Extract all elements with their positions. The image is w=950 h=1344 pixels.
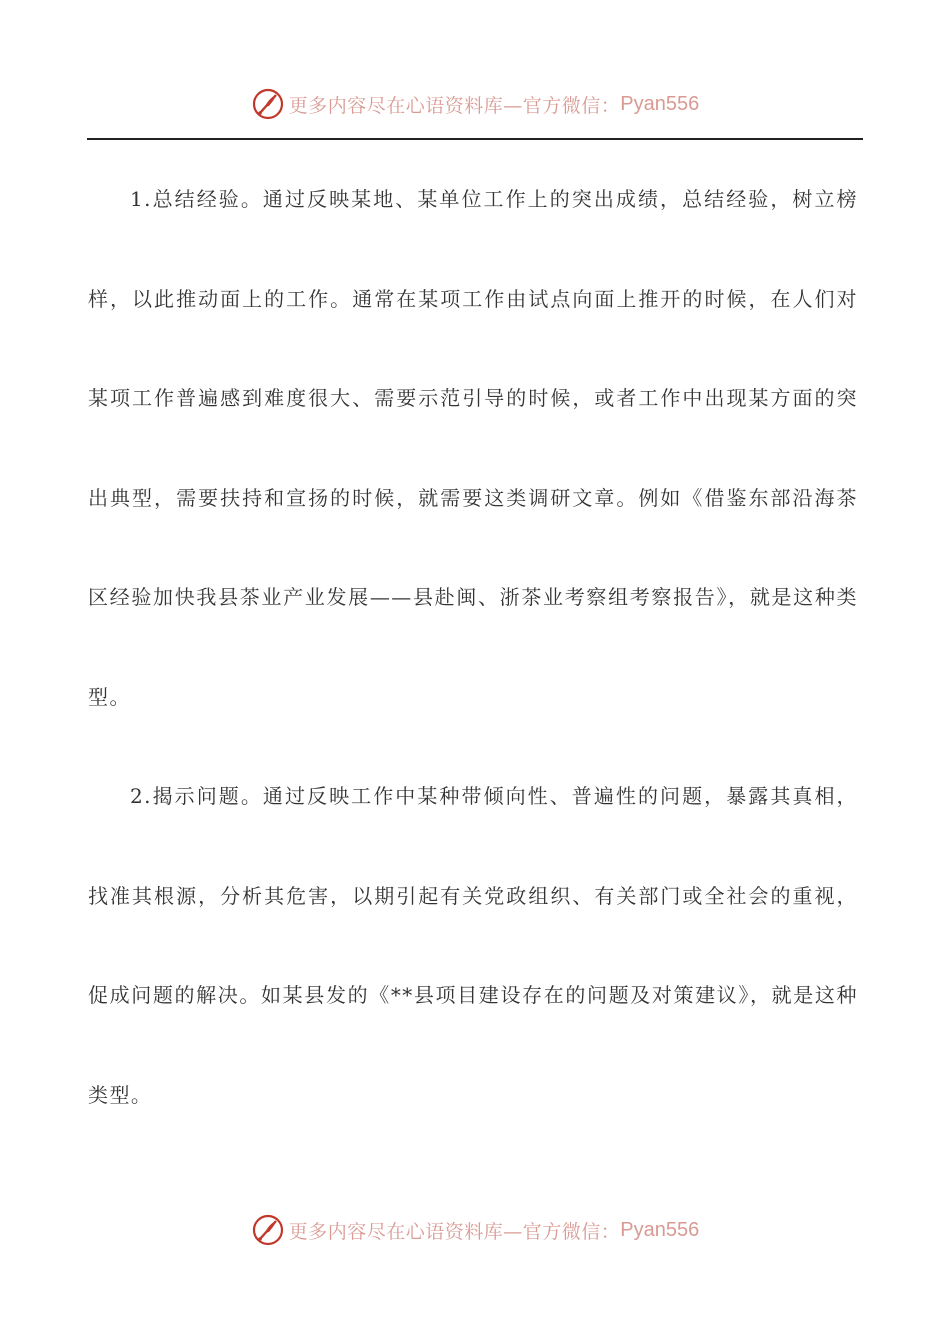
- wechat-id: Pyan556: [620, 1218, 700, 1241]
- quill-logo-icon: [251, 87, 285, 121]
- paragraph-issues: 2.揭示问题。通过反映工作中某种带倾向性、普遍性的问题，暴露其真相，找准其根源，分析其危害，以期引起有关党政组织、有关部门或全社会的重视，促成问题的解决。如某县发的《**县项目建设存在的问题及对策建议》，就是这种类型。: [88, 784, 858, 1107]
- banner-text: 更多内容尽在心语资料库—官方微信：: [288, 94, 621, 117]
- wechat-id: Pyan556: [620, 92, 700, 115]
- quill-logo-icon: [251, 1213, 285, 1247]
- footer-banner: [0, 1210, 950, 1250]
- banner-text: 更多内容尽在心语资料库—官方微信：: [288, 1220, 621, 1243]
- paragraph-summary: 1.总结经验。通过反映某地、某单位工作上的突出成绩，总结经验，树立榜样，以此推动面上的工作。通常在某项工作由试点向面上推开的时候，在人们对某项工作普遍感到难度很大、需要示范引导的时候，或者工作中出现某方面的突出典型，需要扶持和宣扬的时候，就需要这类调研文章。例如《借鉴东部沿海茶区经验加快我县茶业产业发展——县赴闽、浙茶业考察组考察报告》，就是这种类型。: [88, 187, 858, 709]
- header-divider: [87, 138, 863, 140]
- document-body: [88, 150, 858, 1145]
- header-banner: [0, 84, 950, 124]
